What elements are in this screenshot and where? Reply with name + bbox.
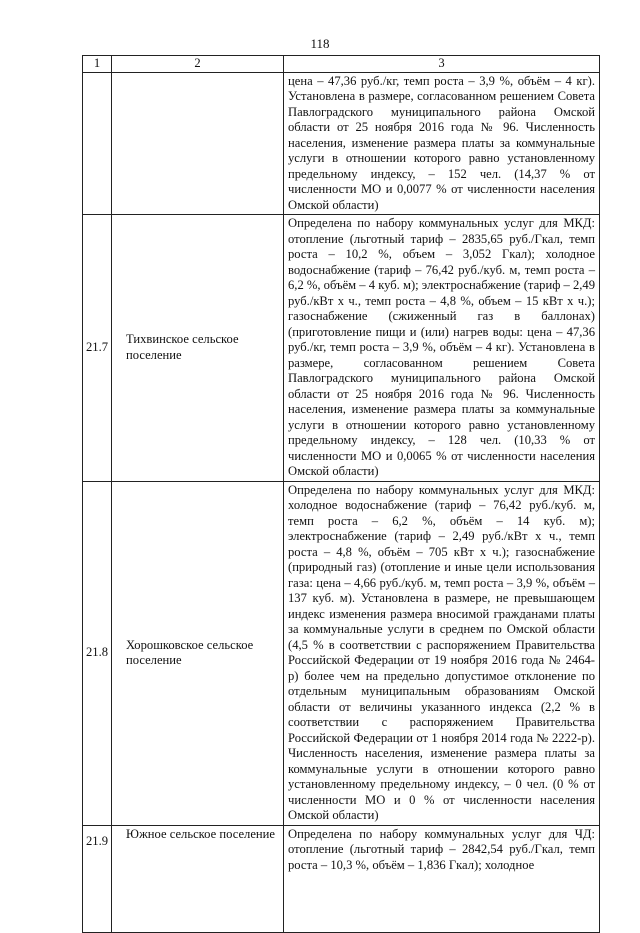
settlement-name xyxy=(112,72,284,215)
row-description xyxy=(284,72,600,215)
row-number: 21.9 xyxy=(83,825,112,932)
row-number: 21.7 xyxy=(83,215,112,482)
description-text: Определена по набору коммунальных услуг для МКД: отопление (льготный тариф – 2835,65 руб./Гкал, темп роста – 10,2 %, объем – 3,052 Гкал); холодное водоснабжение (тариф – 76,42 руб./куб. м, темп роста – 6,2 %, объём – 4 куб. м); электроснабжение (тариф – 2,49 руб./кВт х ч., темп роста – 4,8 %, объем – 15 кВт х ч.); газоснабжение (сжиженный газ в баллонах) (приготовление пищи и (или) нагрев воды: цена – 47,36 руб./кг, темп роста – 3,9 %, объём – 4 кг). Установлена в размере, согласованном решением Совета Павлоградского муниципального района Омской области от 25 ноября 2016 года № 96. Численность населения, изменение размера платы за коммунальные услуги в отношении которого равно установленному предельному индексу, – 128 чел. (10,33 % от численности МО и 0,0065 % от численности населения Омской области) xyxy=(288,216,595,478)
table-row xyxy=(83,481,600,825)
row-number xyxy=(83,72,112,215)
description-text: цена – 47,36 руб./кг, темп роста – 3,9 %, объём – 4 кг). Установлена в размере, согласованном решением Совета Павлоградского муниципального района Омской области от 25 ноября 2016 года № 96. Численность населения, изменение размера платы за коммунальные услуги в отношении которого равно установленному предельному индексу, – 152 чел. (14,37 % от численности МО и 0,0077 % от численности населения Омской области) xyxy=(288,73,595,212)
table-row xyxy=(83,215,600,482)
description-text: Определена по набору коммунальных услуг для МКД: холодное водоснабжение (тариф – 76,42 руб./куб. м, темп роста – 6,2 %, объём – 14 куб. м); электроснабжение (тариф – 2,49 руб./кВт х ч., темп роста – 4,8 %, объём – 705 кВт х ч.); газоснабжение (природный газ) (отопление и иные цели использования газа: цена – 4,66 руб./куб. м, темп роста – 3,9 %, объём – 137 куб. м). Установлена в размере, не превышающем индекс изменения размера вносимой гражданами платы за коммунальные услуги в среднем по Омской области (4,5 % в соответствии с распоряжением Правительства Российской Федерации от 19 ноября 2016 года № 2464-р) более чем на предельно допустимое отклонение по отдельным муниципальным образованиям Омской области от величины указанного индекса (2,2 % в соответствии с распоряжением Правительства Российской Федерации от 1 ноября 2014 года № 2222-р). Численность населения, изменение размера платы за коммунальные услуги в отношении которого равно установленному предельному индексу, – 0 чел. (0 % от численности МО и 0 % от численности населения Омской области) xyxy=(288,482,595,822)
settlement-name: Южное сельское поселение xyxy=(112,825,284,932)
column-header-1: 1 xyxy=(83,56,112,73)
row-description xyxy=(284,215,600,482)
table-row xyxy=(83,825,600,932)
table-row xyxy=(83,72,600,215)
settlement-name: Тихвинское сельское поселение xyxy=(112,215,284,482)
tariff-table xyxy=(82,55,600,933)
settlement-name: Хорошковское сельское поселение xyxy=(112,481,284,825)
table-header-row xyxy=(83,56,600,73)
row-description xyxy=(284,481,600,825)
row-number: 21.8 xyxy=(83,481,112,825)
column-header-2: 2 xyxy=(112,56,284,73)
page-number: 118 xyxy=(310,36,330,51)
description-text: Определена по набору коммунальных услуг для ЧД: отопление (льготный тариф – 2842,54 руб./Гкал, темп роста – 10,3 %, объём – 1,836 Гкал); холодное xyxy=(288,826,595,872)
row-description xyxy=(284,825,600,932)
column-header-3: 3 xyxy=(284,56,600,73)
